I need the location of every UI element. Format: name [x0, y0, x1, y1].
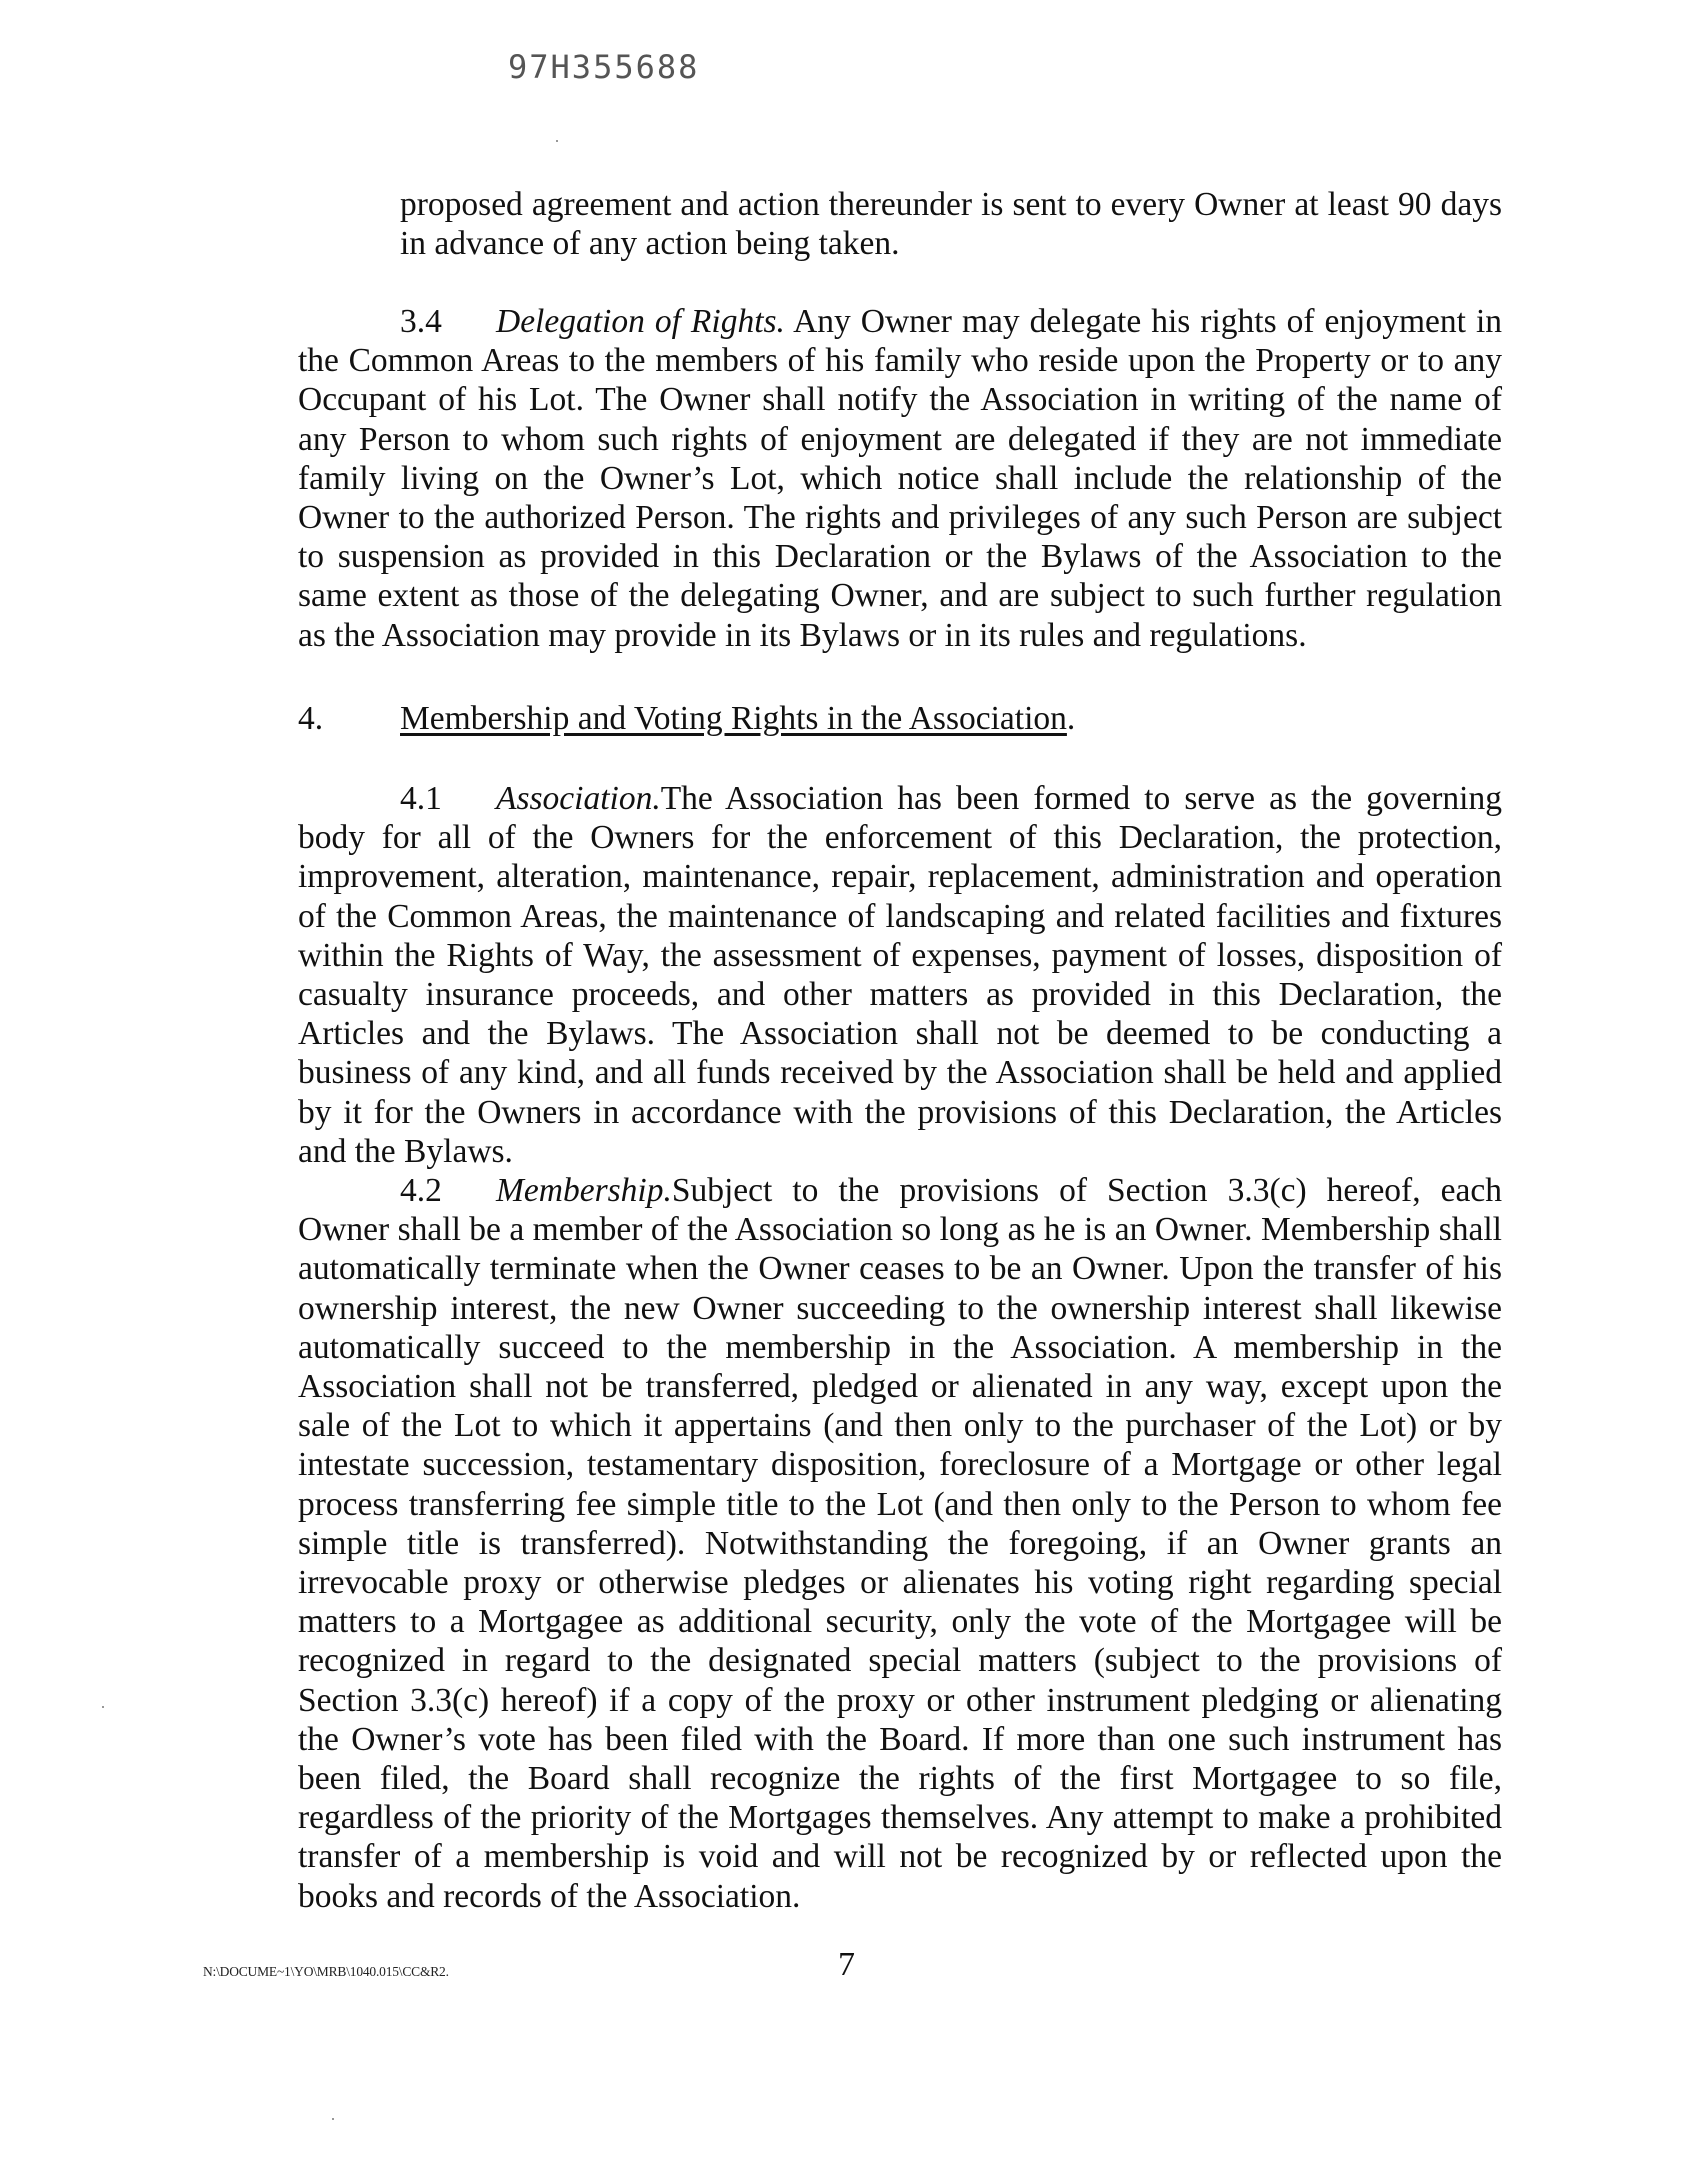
section-4-heading [298, 699, 1075, 738]
section-4-2-number: 4.2 [400, 1172, 442, 1209]
section-3-4-text: Any Owner may delegate his rights of enjoyment in the Common Areas to the members of his family who reside upon the Property or to any Occupant of his Lot. The Owner shall notify the Association in writing of the name of any Person to whom such rights of enjoyment are delegated if they are not immediate family living on the Owner’s Lot, which notice shall include the relationship of the Owner to the authorized Person. The rights and privileges of any such Person are subject to suspension as provided in this Declaration or the Bylaws of the Association to the same extent as those of the delegating Owner, and are subject to such further regulation as the Association may provide in its Bylaws or in its rules and regulations. [298, 303, 1503, 654]
continuation-paragraph: proposed agreement and action thereunder is sent to every Owner at least 90 days in advance of any action being taken. [400, 186, 1502, 263]
scan-speck [556, 140, 558, 142]
section-4-2-text: Subject to the provisions of Section 3.3(c) hereof, each Owner shall be a member of the Association so long as he is an Owner. Membership shall automatically terminate when the Owner ceases to be an Owner. Upon the transfer of his ownership interest, the new Owner succeeding to the ownership interest shall likewise automatically succeed to the membership in the Association. A membership in the Association shall not be transferred, pledged or alienated in any way, except upon the sale of the Lot to which it appertains (and then only to the purchaser of the Lot) or by intestate succession, testamentary disposition, foreclosure of a Mortgage or other legal process transferring fee simple title to the Lot (and then only to the Person to whom fee simple title is transferred). Notwithstanding the foregoing, if an Owner grants an irrevocable proxy or otherwise pledges or alienates his voting right regarding special matters to a Mortgagee as additional security, only the vote of the Mortgagee will be recognized in regard to the designated special matters (subject to the provisions of Section 3.3(c) hereof) if a copy of the proxy or other instrument pledging or alienating the Owner’s vote has been filed with the Board. If more than one such instrument has been filed, the Board shall recognize the rights of the first Mortgagee to so file, regardless of the priority of the Mortgages themselves. Any attempt to make a prohibited transfer of a membership is void and will not be recognized by or reflected upon the books and records of the Association. [298, 1172, 1502, 1915]
section-4-title: Membership and Voting Rights in the Association [400, 700, 1067, 737]
section-4-number: 4. [298, 700, 324, 737]
section-4-2-paragraph [298, 1171, 1502, 1916]
section-4-1-title: Association. [496, 780, 661, 817]
section-4-1-number: 4.1 [400, 780, 442, 817]
scan-speck [102, 1706, 104, 1708]
recording-stamp-number: 97H355688 [508, 48, 700, 86]
section-3-4-title: Delegation of Rights. [496, 303, 785, 340]
section-4-1-text: The Association has been formed to serve as the governing body for all of the Owners for the enforcement of this Declaration, the protection, improvement, alteration, maintenance, repair, replacement, administration and operation of the Common Areas, the maintenance of landscaping and related facilities and fixtures within the Rights of Way, the assessment of expenses, payment of losses, disposition of casualty insurance proceeds, and other matters as provided in this Declaration, the Articles and the Bylaws. The Association shall not be deemed to be conducting a business of any kind, and all funds received by the Association shall be held and applied by it for the Owners in accordance with the provisions of this Declaration, the Articles and the Bylaws. [298, 780, 1502, 1170]
section-4-1-paragraph [298, 779, 1502, 1171]
scan-speck [332, 2118, 334, 2120]
section-4-2-title: Membership. [496, 1172, 672, 1209]
footer-file-path: N:\DOCUME~1\YO\MRB\1040.015\CC&R2. [203, 1964, 449, 1979]
section-4-title-suffix: . [1066, 700, 1076, 737]
section-3-4-paragraph [298, 302, 1502, 655]
section-3-4-number: 3.4 [400, 303, 442, 340]
page-number: 7 [838, 1946, 855, 1983]
